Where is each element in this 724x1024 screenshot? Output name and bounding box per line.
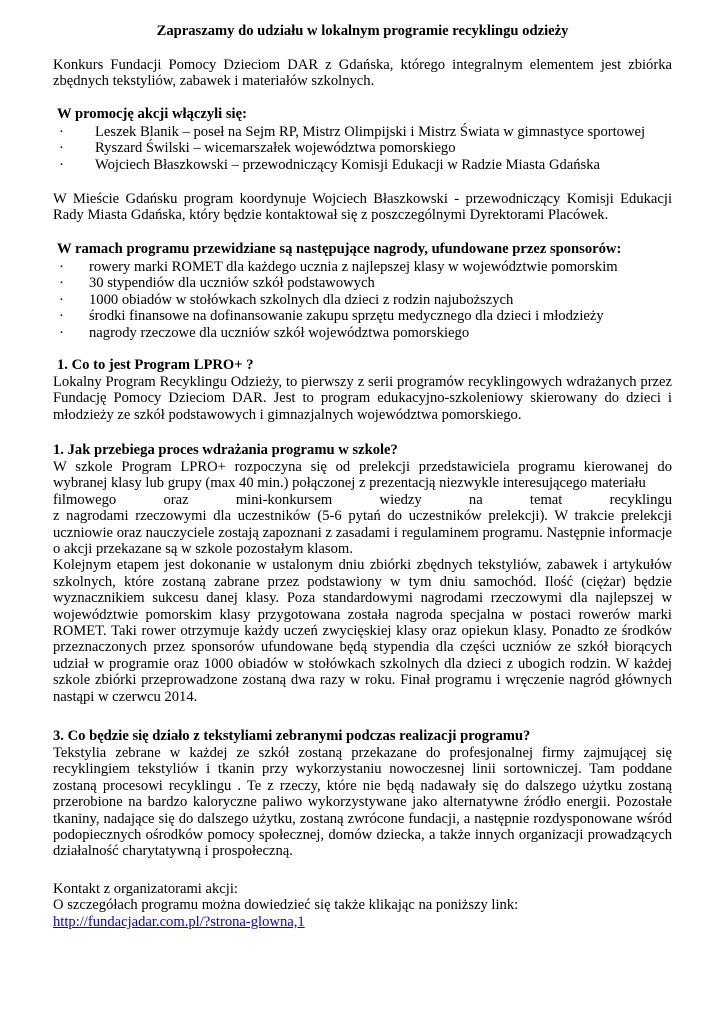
section2-text-c: z nagrodami rzeczowymi dla uczestników (5-6 pytań do uczestników prelekcji). W trakcie prelekcji uczniowie oraz nauczyciele zostają zapoznani z zasadami i regulaminem programu. Następnie informacje o akcji przekazane są w szkole pozostałym klasom. xyxy=(53,508,672,558)
list-item: · 30 stypendiów dla uczniów szkół podstawowych xyxy=(59,275,375,292)
bullet-icon: · xyxy=(59,308,64,325)
section2-text-b: filmowego oraz mini-konkursem wiedzy na temat recyklingu xyxy=(53,491,672,508)
bullet-icon: · xyxy=(59,291,64,308)
list-item: · 1000 obiadów w stołówkach szkolnych dla dzieci z rodzin najuboższych xyxy=(59,291,514,308)
bullet-icon: · xyxy=(59,156,64,173)
contact-info: O szczegółach programu można dowiedzieć się także klikając na poniższy link: xyxy=(53,897,519,914)
section3-text: Tekstylia zebrane w każdej ze szkół zostaną przekazane do profesjonalnej firmy zajmującej się recyklingiem tekstyliów i tkanin przy wykorzystaniu nowoczesnej linii sortowniczej. Tam poddane zostaną procesowi recyklingu . Te z rzeczy, które nie będą nadawały się do dalszego użytku zostaną przerobione na bardzo kaloryczne paliwo wykorzystywane jako alternatywne źródło energii. Pozostałe tkaniny, nadające się do dalszego użytku, zostaną zwrócone fundacji, a następnie rozdysponowane wśród podopiecznych ośrodków pomocy społecznej, domów dziecka, a także innych organizacji prowadzących działalność charytatywną i prospołeczną. xyxy=(53,745,672,860)
list-item: · nagrody rzeczowe dla uczniów szkół województwa pomorskiego xyxy=(59,324,470,341)
contact-block xyxy=(53,881,672,930)
list-item: · Leszek Blanik – poseł na Sejm RP, Mistrz Olimpijski i Mistrz Świata w gimnastyce sportowej xyxy=(59,124,646,140)
prizes-list xyxy=(53,259,693,341)
bullet-icon: · xyxy=(59,324,64,341)
page-title: Zapraszamy do udziału w lokalnym programie recyklingu odzieży xyxy=(156,23,569,39)
list-item: · środki finansowe na dofinansowanie zakupu sprzętu medycznego dla dzieci i młodzieży xyxy=(59,308,604,325)
contact-label: Kontakt z organizatorami akcji: xyxy=(53,881,238,897)
supporters-list xyxy=(53,124,693,173)
section3-heading: 3. Co będzie się działo z tekstyliami zebranymi podczas realizacji programu? xyxy=(53,728,531,744)
section2-text-d: Kolejnym etapem jest dokonanie w ustalonym dniu zbiórki zbędnych tekstyliów, zabawek i artykułów szkolnych, które zostaną zabrane przez podstawiony w tym dniu samochód. Ilość (ciężar) będzie wyznacznikiem sukcesu danej klasy. Poza standardowymi nagrodami rzeczowymi dla najlepszej w województwie pomorskim klasy przygotowana została nagroda specjalna w postaci rowerów marki ROMET. Taki rower otrzymuje każdy uczeń zwycięskiej klasy oraz opiekun klasy. Ponadto ze środków przeznaczonych przez sponsorów ufundowane będą stypendia dla części uczniów ze szkół biorących udział w programie oraz 1000 obiadów w stołówkach szkolnych dla dzieci z ubogich rodzin. W każdej szkole zbiórki przeprowadzone zostaną dwa razy w roku. Finał programu i wręczenie nagród głównych nastąpi w czerwcu 2014. xyxy=(53,557,672,705)
supporters-heading: W promocję akcji włączyli się: xyxy=(57,106,247,122)
list-item: · Wojciech Błaszkowski – przewodniczący Komisji Edukacji w Radzie Miasta Gdańska xyxy=(59,156,601,173)
fundacja-link[interactable]: http://fundacjadar.com.pl/?strona-glowna,1 xyxy=(53,913,305,930)
section1-text: Lokalny Program Recyklingu Odzieży, to pierwszy z serii programów recyklingowych wdrażanych przez Fundację Pomocy Dzieciom DAR. Jest to program edukacyjno-szkoleniowy skierowany do dzieci i młodzieży ze szkół podstawowych i gimnazjalnych województwa pomorskiego. xyxy=(53,374,672,423)
list-item: · Ryszard Świlski – wicemarszałek województwa pomorskiego xyxy=(59,140,456,157)
bullet-icon: · xyxy=(59,275,64,292)
coordinator-paragraph: W Mieście Gdańsku program koordynuje Wojciech Błaszkowski - przewodniczący Komisji Edukacji Rady Miasta Gdańska, który będzie kontaktował się z poszczególnymi Dyrektorami Placówek. xyxy=(53,191,672,224)
intro-paragraph: Konkurs Fundacji Pomocy Dzieciom DAR z Gdańska, którego integralnym elementem jest zbiórka zbędnych tekstyliów, zabawek i materiałów szkolnych. xyxy=(53,57,672,90)
bullet-icon: · xyxy=(59,259,64,275)
bullet-icon: · xyxy=(59,140,64,157)
list-item: · rowery marki ROMET dla każdego ucznia z najlepszej klasy w województwie pomorskim xyxy=(59,259,618,275)
section2-text-a: W szkole Program LPRO+ rozpoczyna się od prelekcji przedstawiciela programu kierowanej do wybranej klasy lub grupy (max 40 min.) połączonej z prezentacją niezwykle interesującego materiału xyxy=(53,459,672,492)
section2-text xyxy=(53,459,672,705)
bullet-icon: · xyxy=(59,124,64,140)
section2-heading: 1. Jak przebiega proces wdrażania programu w szkole? xyxy=(53,442,398,458)
prizes-heading: W ramach programu przewidziane są następujące nagrody, ufundowane przez sponsorów: xyxy=(57,241,622,257)
section1-heading: 1. Co to jest Program LPRO+ ? xyxy=(57,357,254,373)
